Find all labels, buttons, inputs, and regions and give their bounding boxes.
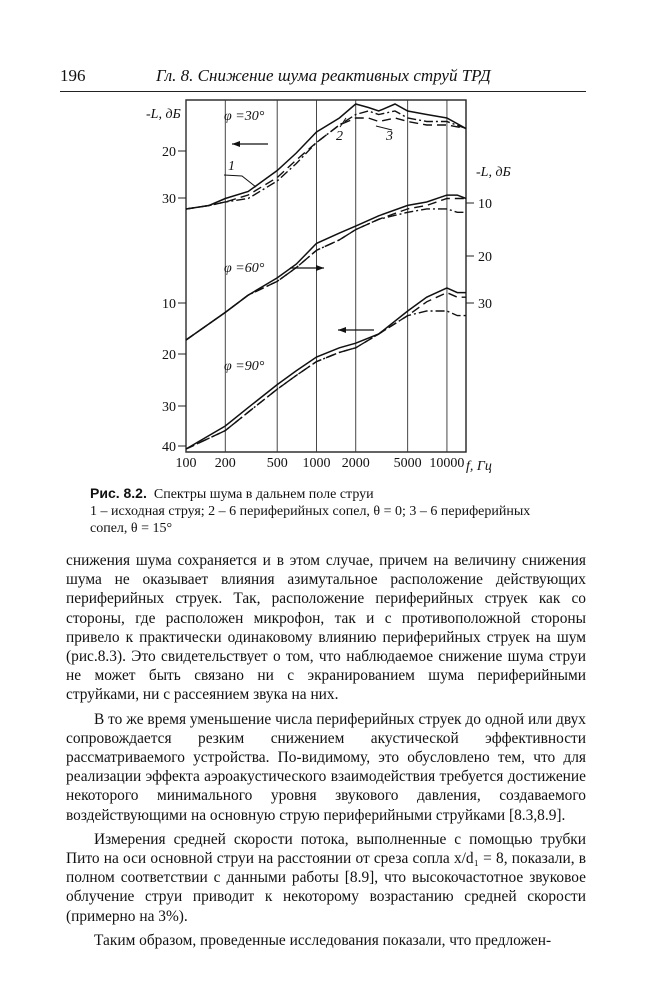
arrow-head — [338, 327, 346, 333]
body-text — [66, 551, 586, 955]
chart-labels — [146, 107, 511, 474]
left-tick-label: 30 — [162, 400, 176, 415]
left-tick-label: 40 — [162, 440, 176, 455]
left-tick-label: 20 — [162, 145, 176, 160]
x-tick-label: 5000 — [393, 456, 422, 471]
figure-caption — [90, 485, 570, 537]
panel-label: φ =30° — [224, 109, 265, 124]
x-tick-label: 1000 — [302, 456, 331, 471]
left-tick-label: 30 — [162, 192, 176, 207]
plot-frame — [186, 100, 466, 452]
curve-number-label: 1 — [228, 159, 235, 174]
panel-label: φ =60° — [224, 261, 265, 276]
curve-leader — [224, 175, 256, 187]
page-number: 196 — [60, 66, 86, 85]
noise-spectra-chart — [0, 0, 646, 480]
arrow-head — [316, 265, 324, 271]
left-tick-label: 20 — [162, 348, 176, 363]
x-tick-label: 100 — [175, 456, 197, 471]
left-tick-label: 10 — [162, 297, 176, 312]
curve-number-label: 3 — [386, 129, 393, 144]
chart-grid — [178, 100, 474, 452]
chart-curves — [186, 104, 466, 449]
right-tick-label: 20 — [478, 250, 492, 265]
panel-label: φ =90° — [224, 359, 265, 374]
right-tick-label: 10 — [478, 197, 492, 212]
paragraph: Таким образом, проведенные исследования показали, что предложен- — [94, 931, 552, 949]
x-axis-label: f, Гц — [466, 459, 492, 474]
arrow-head — [232, 141, 240, 147]
x-tick-label: 10000 — [429, 456, 465, 471]
right-axis-label: -L, дБ — [476, 165, 511, 180]
paragraph: Измерения средней скорости потока, выполненные с помощью трубки Пито на оси основной струи на расстоянии от среза сопла x/d₁ = 8, показали, в полном соответствии с данными работы [8.9], что высокочастотное звуковое облучение струи приводит к некоторому возрастанию средней скорости (примерно на 3%). — [66, 830, 586, 925]
curve-number-label: 2 — [336, 129, 343, 144]
caption-legend: 1 – исходная струя; 2 – 6 периферийных сопел, θ = 0; 3 – 6 периферийных сопел, θ = 15° — [90, 504, 531, 536]
x-tick-label: 500 — [266, 456, 288, 471]
series-line-3 — [186, 311, 466, 449]
paragraph: снижения шума сохраняется и в этом случае, причем на величину снижения шума не оказывает влияния азимутальное расположение действующих периферийных струек. Так, расположение периферийных струек как со стороны, где расположен микрофон, так и с противоположной стороны привело к практически одинаковому влиянию периферийных струек на шум (рис.8.3). Это свидетельствует о том, что наблюдаемое снижение шума струи не может быть связано ни с экранированием шума периферийными струйками, ни с рассеянием звука на них. — [66, 552, 586, 704]
x-tick-label: 2000 — [341, 456, 370, 471]
running-title: Гл. 8. Снижение шума реактивных струй ТРД — [156, 66, 491, 85]
right-tick-label: 30 — [478, 297, 492, 312]
caption-title: Спектры шума в дальнем поле струи — [153, 487, 374, 502]
x-tick-label: 200 — [214, 456, 236, 471]
left-axis-label: -L, дБ — [146, 107, 181, 122]
caption-label: Рис. 8.2. — [90, 485, 147, 501]
paragraph: В то же время уменьшение числа периферийных струек до одной или двух сопровождается резким снижением акустической эффективности рассматриваемого устройства. По-видимому, это обусловлено тем, что для реализации эффекта аэроакустического взаимодействия требуется достижение некоторого минимального уровня звукового давления, создаваемого воздействующими на основную струю периферийными струйками [8.3,8.9]. — [66, 710, 586, 824]
